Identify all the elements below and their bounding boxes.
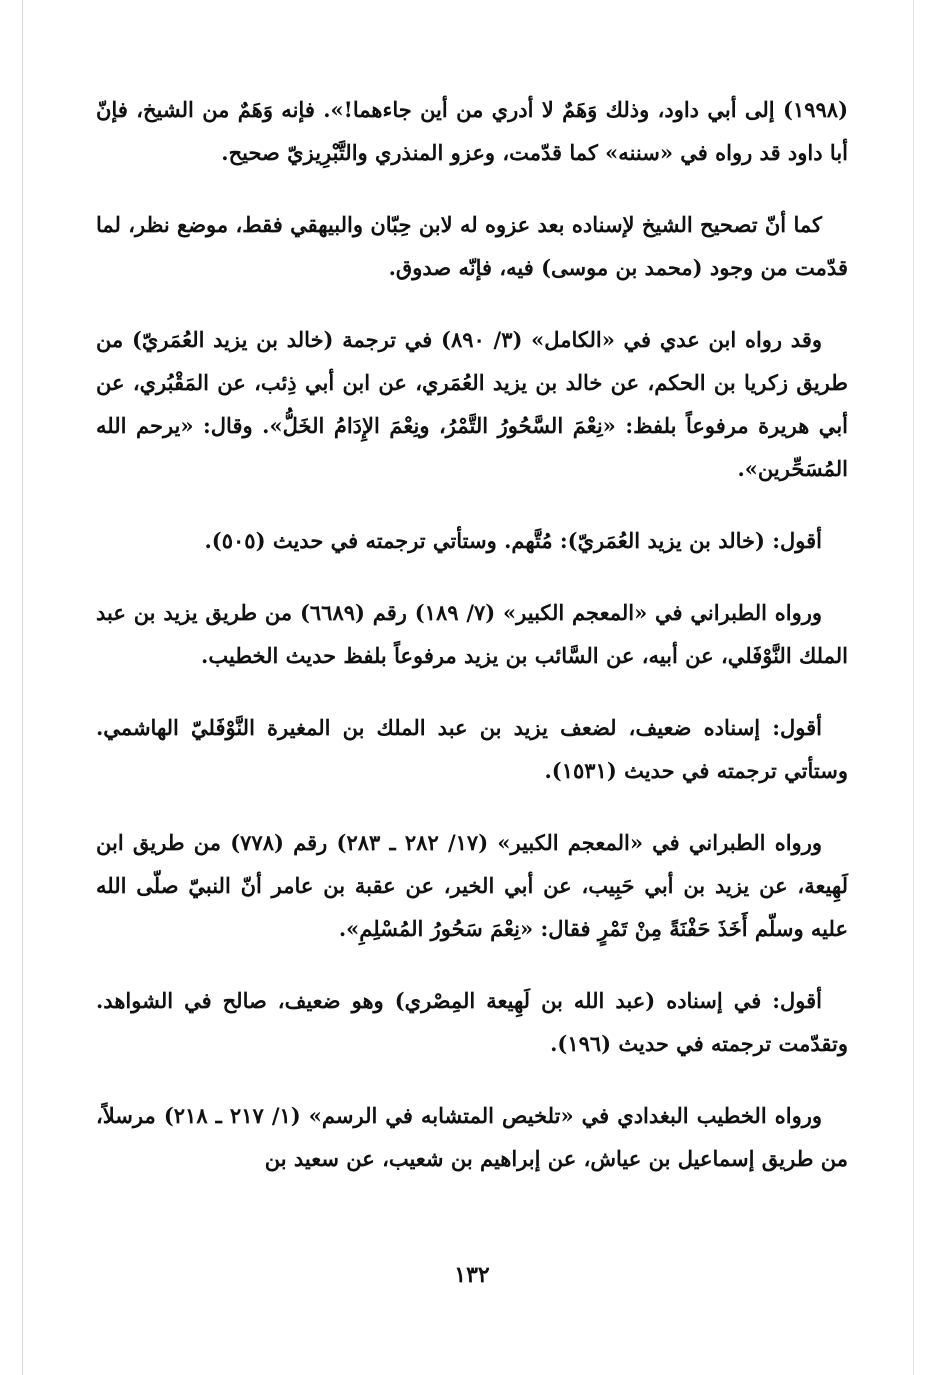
paragraph-5: ورواه الطبراني في «المعجم الكبير» (٧/ ١٨٩) رقم (٦٦٨٩) من طريق يزيد بن عبد الملك النَّوْفَلي، عن أبيه، عن السَّائب بن يزيد مرفوعاً بلفظ حديث الخطيب. <box>96 600 848 668</box>
paragraph-3: وقد رواه ابن عدي في «الكامل» (٣/ ٨٩٠) في ترجمة (خالد بن يزيد العُمَريّ) من طريق زكريا بن الحكم، عن خالد بن يزيد العُمَري، عن ابن أبي ذِئب، عن المَقْبُري، عن أبي هريرة مرفوعاً بلفظ: «نِعْمَ السَّحُورُ التَّمْرُ، ونِعْمَ الإِدَامُ الخَلُّ». وقال: «يرحم الله المُسَحِّرين». <box>96 327 848 481</box>
paragraph-2: كما أنّ تصحيح الشيخ لإسناده بعد عزوه له لابن حِبّان والبيهقي فقط، موضع نظر، لما قدّمت من وجود (محمد بن موسى) فيه، فإنّه صدوق. <box>96 212 848 280</box>
paragraph-8: أقول: في إسناده (عبد الله بن لَهِيعة المِصْري) وهو ضعيف، صالح في الشواهد. وتقدّمت ترجمته في حديث (١٩٦). <box>96 988 848 1056</box>
page-body <box>96 88 848 1209</box>
paragraph-9: ورواه الخطيب البغدادي في «تلخيص المتشابه في الرسم» (١/ ٢١٧ ـ ٢١٨) مرسلاً، من طريق إسماعيل بن عياش، عن إبراهيم بن شعيب، عن سعيد بن <box>96 1103 848 1171</box>
paragraph-6: أقول: إسناده ضعيف، لضعف يزيد بن عبد الملك بن المغيرة النَّوْفَليّ الهاشمي. وستأتي ترجمته في حديث (١٥٣١). <box>96 715 848 783</box>
paragraph-1: (١٩٩٨) إلى أبي داود، وذلك وَهَمٌ لا أدري من أين جاءهما!». فإنه وَهَمٌ من الشيخ، فإنّ أبا داود قد رواه في «سننه» كما قدّمت، وعزو المنذري والتَّبْرِيزيّ صحيح. <box>96 97 848 165</box>
scan-edge-right <box>913 0 914 1375</box>
scan-edge-left <box>22 0 23 1375</box>
paragraph-7: ورواه الطبراني في «المعجم الكبير» (١٧/ ٢٨٢ ـ ٢٨٣) رقم (٧٧٨) من طريق ابن لَهِيعة، عن يزيد بن أبي حَبِيب، عن أبي الخير، عن عقبة بن عامر أنّ النبيّ صلّى الله عليه وسلّم أَخَذَ حَفْنَةً مِنْ تَمْرٍ فقال: «نِعْمَ سَحُورُ المُسْلِمِ». <box>96 830 848 941</box>
paragraph-4: أقول: (خالد بن يزيد العُمَريّ): مُتَّهم. وستأتي ترجمته في حديث (٥٠٥). <box>204 528 822 553</box>
page-number: ١٣٢ <box>454 1262 490 1288</box>
